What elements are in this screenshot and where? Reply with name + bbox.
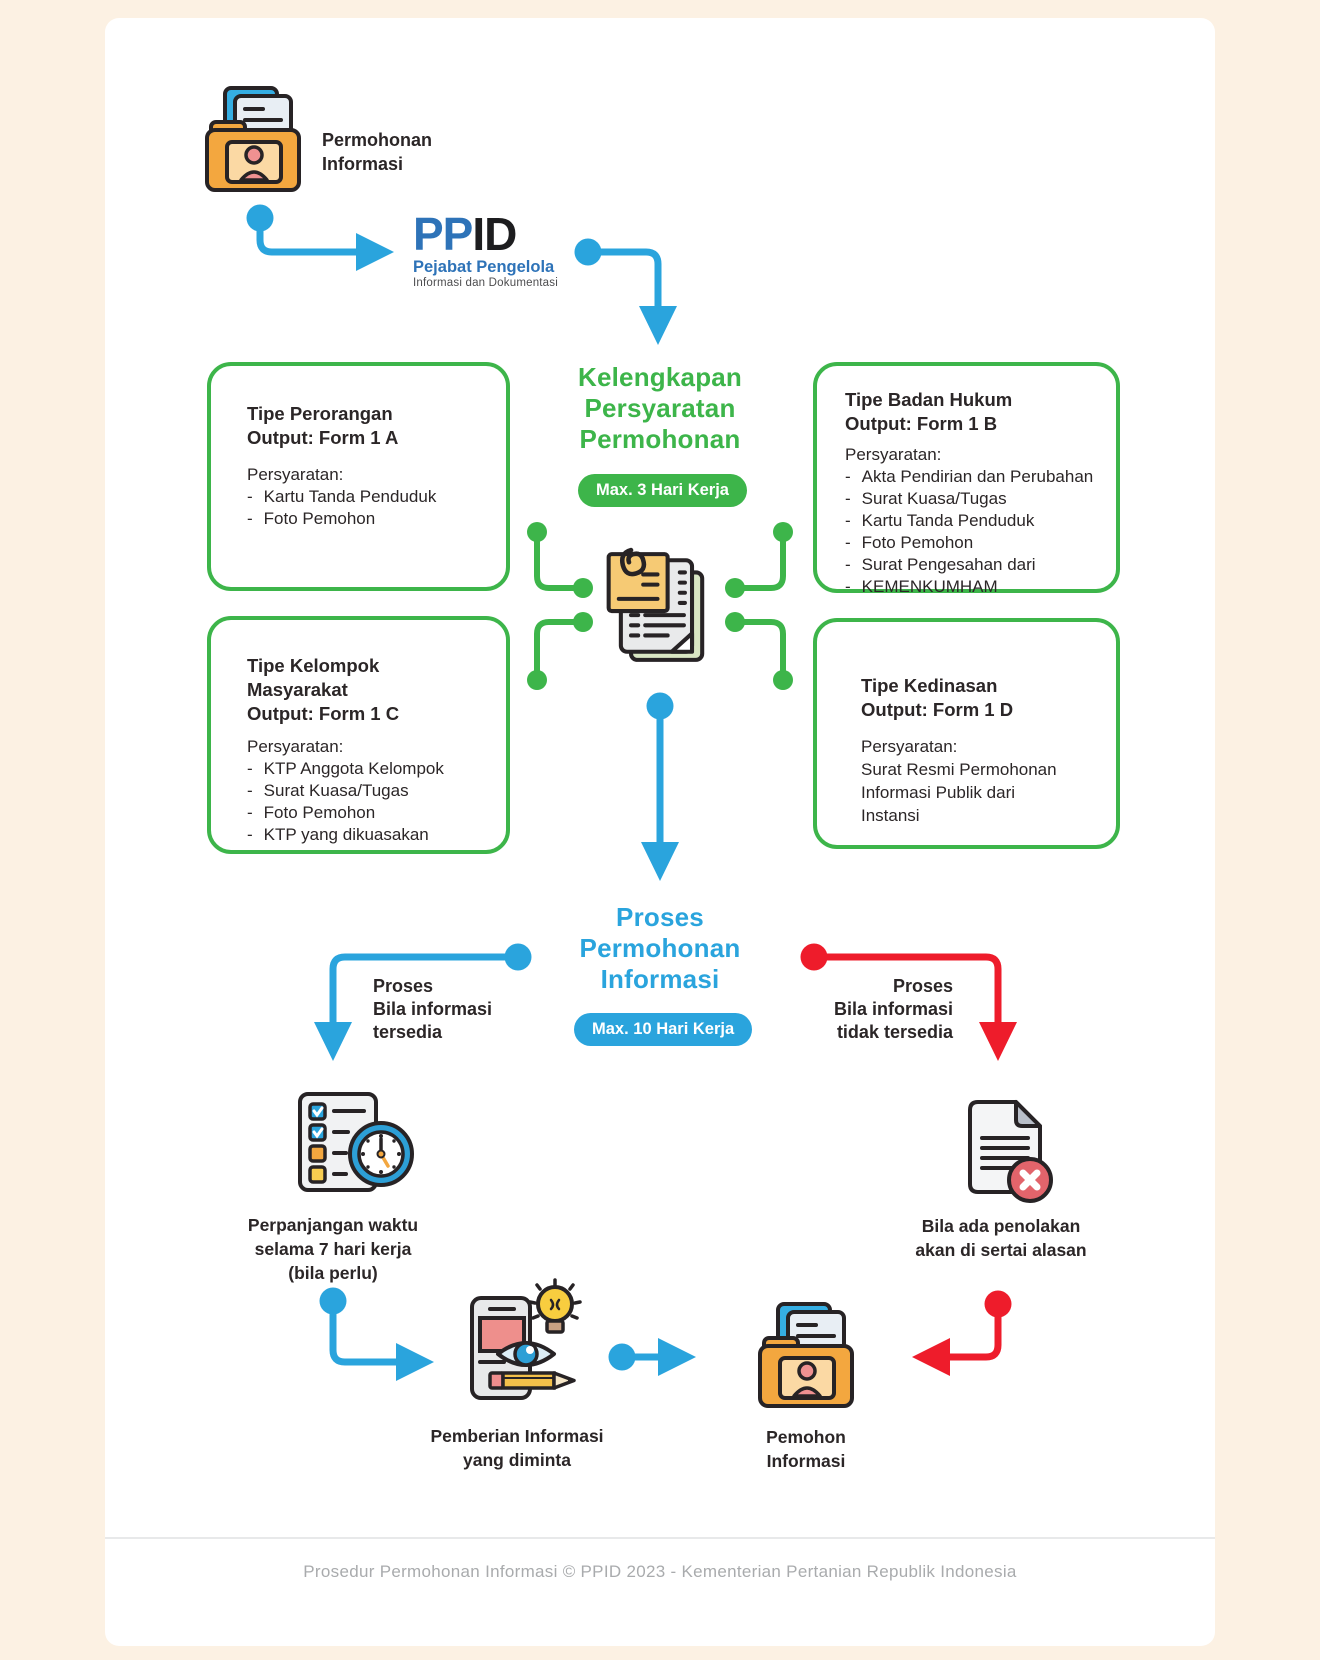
delivery-caption: Pemberian Informasi yang diminta	[430, 1426, 604, 1470]
req-items: - Akta Pendirian dan Perubahan - Surat Kuasa/Tugas - Kartu Tanda Penduduk - Foto Pemohon - Surat Pengesahan dari - KEMENKUMHAM	[845, 466, 1104, 598]
req-box-title: Tipe Kedinasan Output: Form 1 D	[861, 675, 1014, 720]
extension-caption: Perpanjangan waktu selama 7 hari kerja (bila perlu)	[247, 1215, 419, 1283]
ppid-logo-subtitle2: Informasi dan Dokumentasi	[413, 277, 558, 289]
stage1-title: Kelengkapan Persyaratan Permohonan	[577, 362, 743, 454]
footer-credit: Prosedur Permohonan Informasi © PPID 2023 - Kementerian Pertanian Republik Indonesia	[303, 1562, 1017, 1581]
req-box-title: Tipe Badan Hukum Output: Form 1 B	[845, 389, 1013, 434]
req-box-badan-hukum	[813, 362, 1120, 596]
folder-documents-icon	[756, 1300, 856, 1410]
end-caption: Pemohon Informasi	[766, 1427, 846, 1471]
ppid-logo	[413, 208, 558, 290]
document-rejected-icon	[956, 1096, 1056, 1206]
ppid-logo-wordmark: PPID	[413, 208, 517, 260]
branch-label-available: Proses Bila informasi tersedia	[373, 976, 493, 1042]
req-body: Surat Resmi Permohonan Informasi Publik dari Instansi	[861, 760, 1057, 825]
start-label: Permohonan Informasi	[322, 130, 433, 174]
req-box-title: Tipe Kelompok Masyarakat Output: Form 1 C	[247, 655, 400, 724]
req-label: Persyaratan:	[247, 465, 344, 484]
folder-documents-icon	[203, 84, 303, 194]
stage1-badge: Max. 3 Hari Kerja	[578, 474, 747, 507]
req-items: - KTP Anggota Kelompok - Surat Kuasa/Tugas - Foto Pemohon - KTP yang dikuasakan	[247, 758, 494, 846]
ppid-logo-subtitle1: Pejabat Pengelola	[413, 258, 555, 276]
req-box-kelompok-masyarakat	[207, 616, 510, 854]
arrow-start-to-ppid	[260, 218, 356, 252]
rejection-caption: Bila ada penolakan akan di sertai alasan	[915, 1216, 1087, 1260]
req-box-perorangan	[207, 362, 510, 591]
document-review-icon	[460, 1276, 590, 1421]
req-items: - Kartu Tanda Penduduk - Foto Pemohon	[247, 486, 488, 530]
req-label: Persyaratan:	[845, 445, 942, 464]
req-label: Persyaratan:	[247, 737, 344, 756]
stage2-badge: Max. 10 Hari Kerja	[574, 1013, 752, 1046]
req-label: Persyaratan:	[861, 737, 958, 756]
checklist-clock-icon	[288, 1090, 418, 1212]
req-box-kedinasan	[813, 618, 1120, 849]
req-box-title: Tipe Perorangan Output: Form 1 A	[247, 403, 399, 448]
footer-divider	[105, 1537, 1215, 1539]
stage2-title: Proses Permohonan Informasi	[579, 902, 741, 994]
branch-label-unavailable: Proses Bila informasi tidak tersedia	[833, 976, 953, 1042]
document-notes-icon	[606, 546, 714, 668]
